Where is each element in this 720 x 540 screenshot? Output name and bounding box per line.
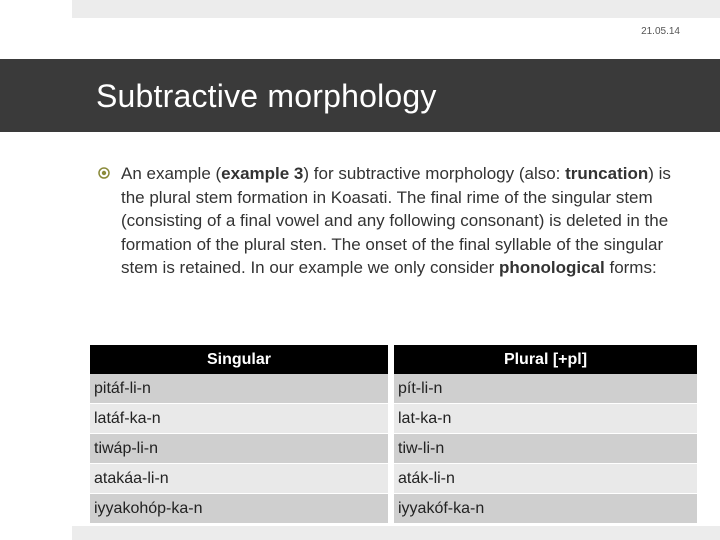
table-row [90,404,697,434]
table-row [90,494,697,524]
singular-cell: iyyakohóp-ka-n [90,494,388,524]
header-singular: Singular [90,345,388,374]
table-row [90,464,697,494]
bottom-decor-bar [72,526,720,540]
bullet-text-3: ) is the plural stem formation in Koasati. The final rime of the singular stem (consisting of a final vowel and any following consonant) is deleted in the formation of the plural sten. The onset of the final syllable of the singular stem is retained. In our example we only consider [121,164,671,277]
table-row [90,374,697,404]
plural-cell: tiw-li-n [394,434,697,464]
bullet-text [121,162,678,280]
top-decor-bar [72,0,720,18]
table-header-row [90,345,697,374]
plural-cell: aták-li-n [394,464,697,494]
bullet-text-2: ) for subtractive morphology (also: [303,164,566,183]
circle-bullet-icon [98,167,110,179]
header-plural: Plural [+pl] [394,345,697,374]
bullet-paragraph [98,162,678,280]
plural-cell: lat-ka-n [394,404,697,434]
table-row [90,434,697,464]
bullet-bold-3: phonological [498,258,605,277]
singular-cell: latáf-ka-n [90,404,388,434]
bullet-bold-2: truncation [565,164,649,183]
plural-cell: pít-li-n [394,374,697,404]
bullet-text-4: forms: [604,258,657,277]
slide-date: 21.05.14 [641,26,680,37]
singular-cell: atakáa-li-n [90,464,388,494]
singular-cell: tiwáp-li-n [90,434,388,464]
slide-title: Subtractive morphology [96,78,437,114]
morphology-table [90,345,697,524]
bullet-bold-1: example 3 [221,164,304,183]
singular-cell: pitáf-li-n [90,374,388,404]
plural-cell: iyyakóf-ka-n [394,494,697,524]
bullet-text-1: An example ( [121,164,222,183]
